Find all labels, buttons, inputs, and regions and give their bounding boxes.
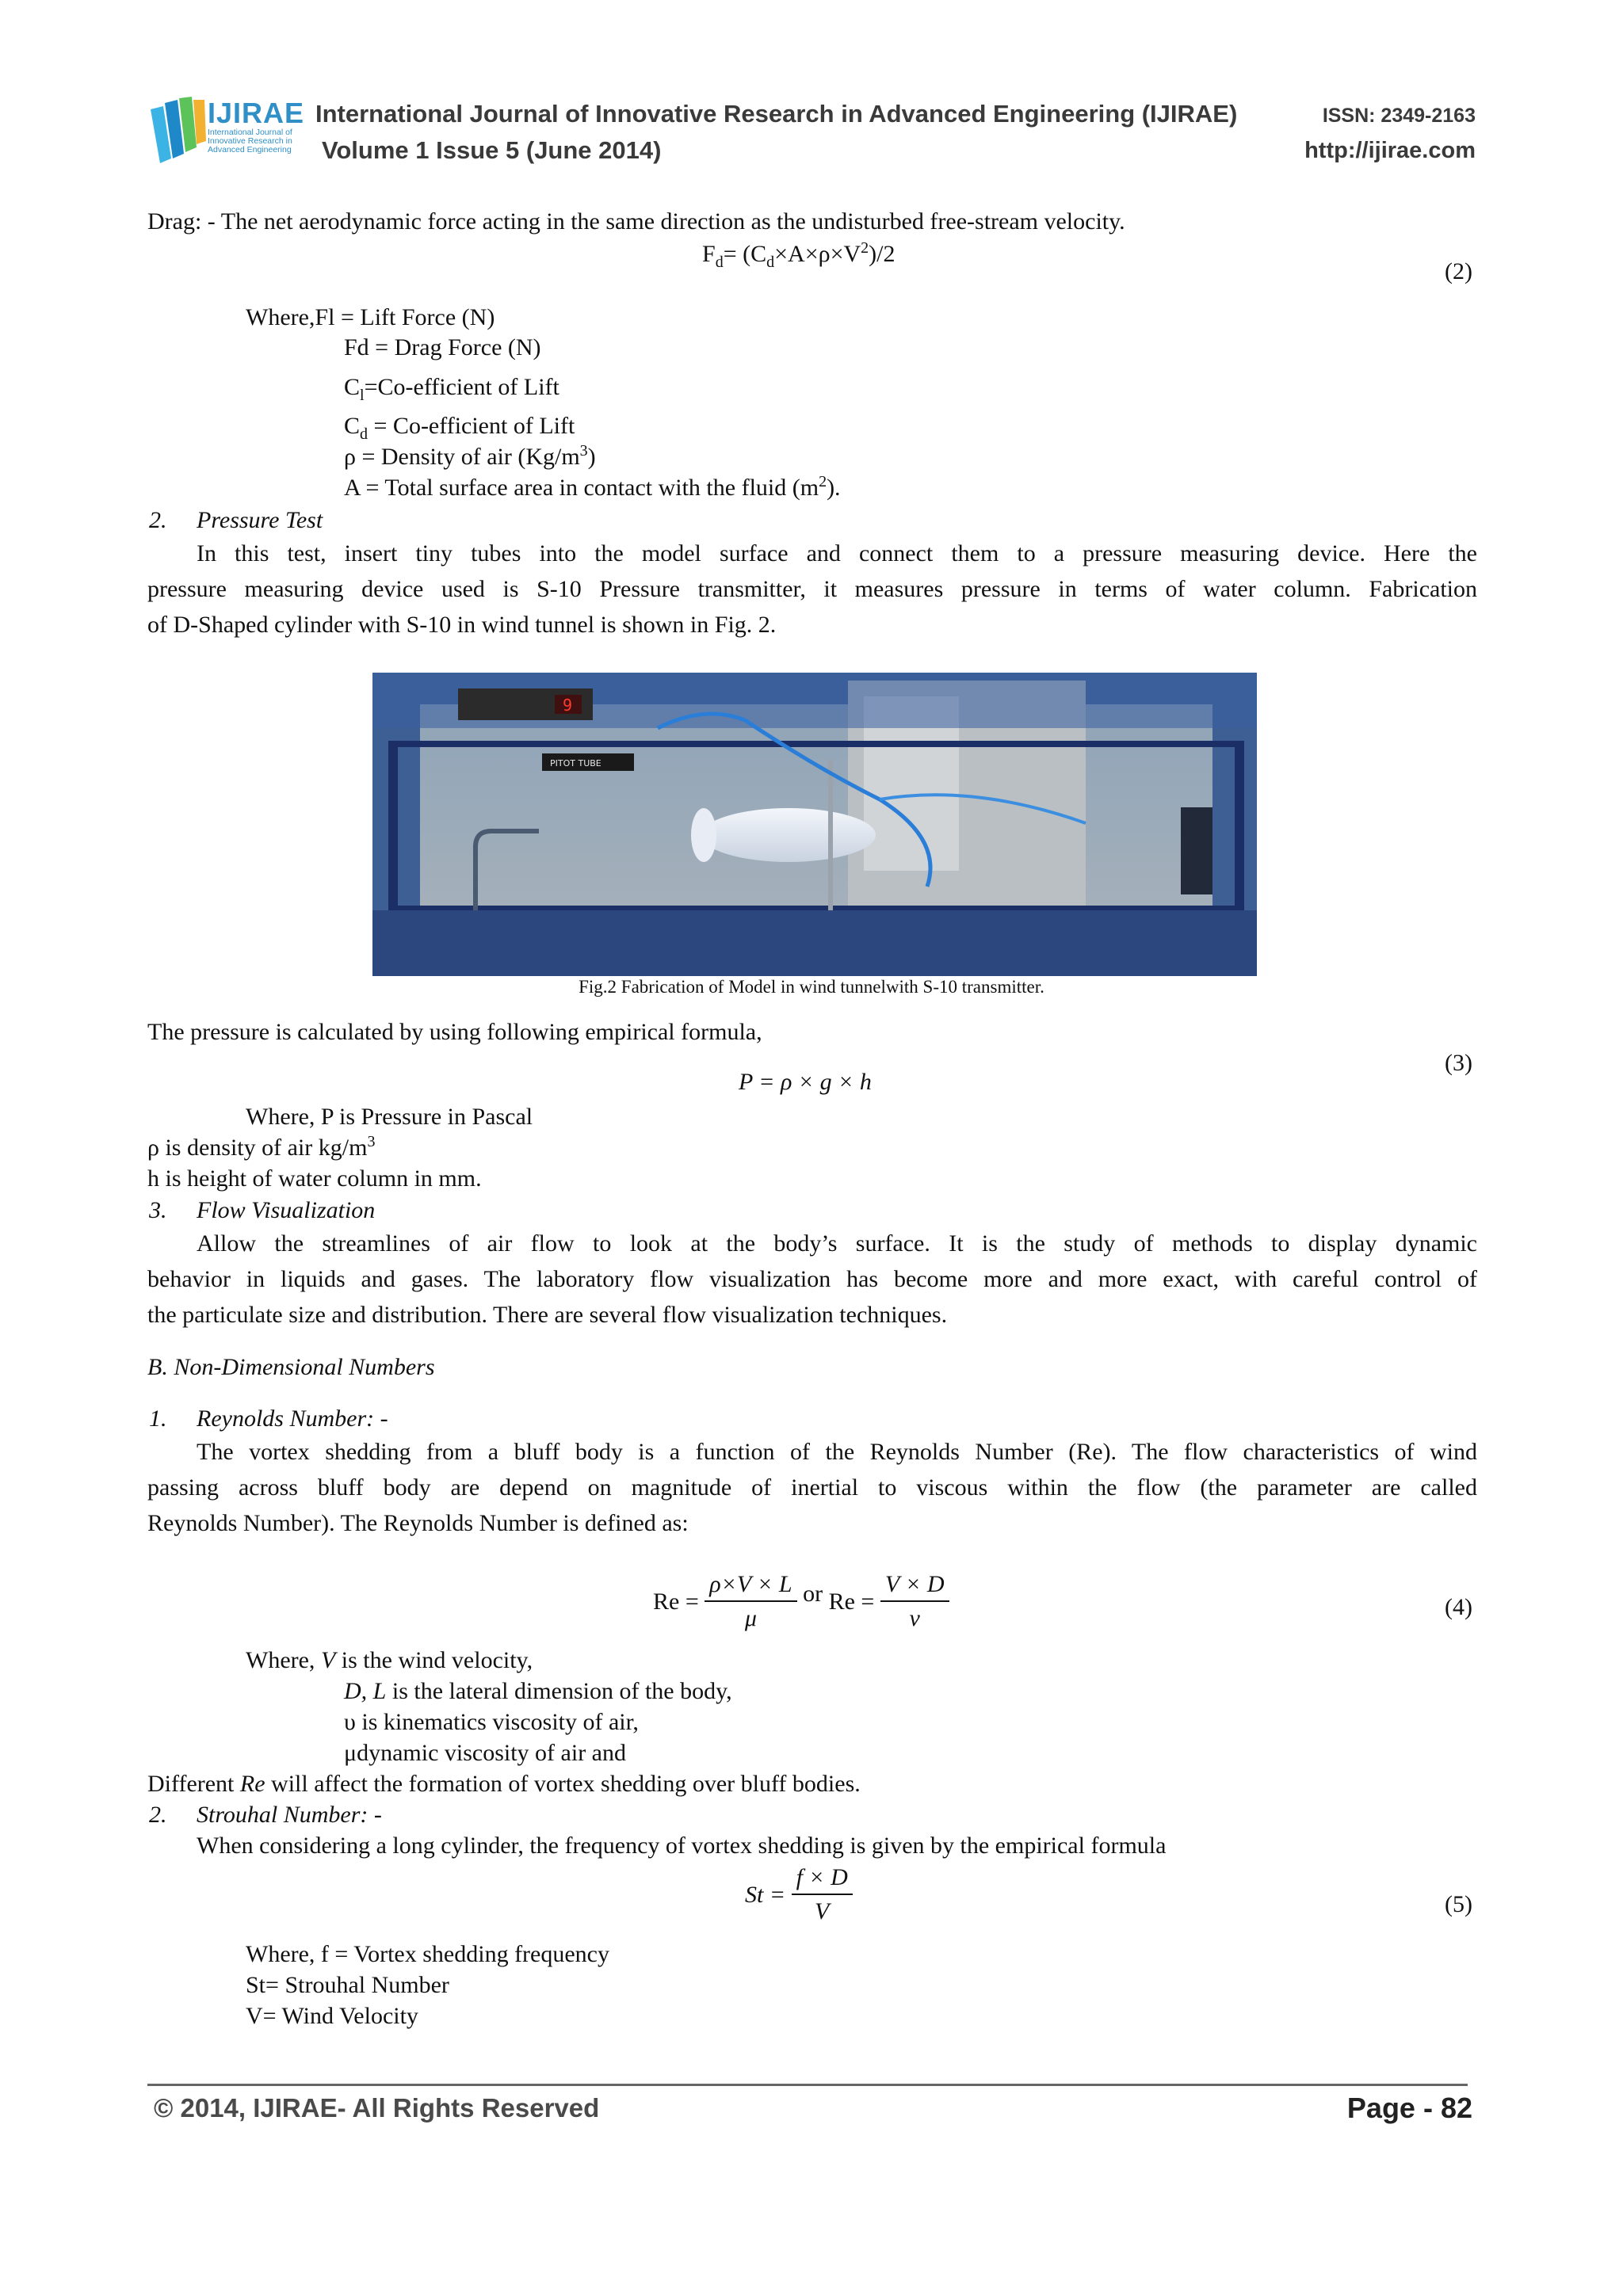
- logo-mark-icon: [147, 95, 211, 168]
- strouhal-intro: When considering a long cylinder, the frequency of vortex shedding is given by the empirical formula: [197, 1833, 1167, 1859]
- equation-number-2: (2): [1445, 258, 1472, 284]
- where-velocity: Where, V is the wind velocity,: [246, 1647, 533, 1673]
- reynolds-heading: Reynolds Number: -: [197, 1405, 388, 1432]
- pressure-formula-intro: The pressure is calculated by using following empirical formula,: [147, 1019, 762, 1045]
- equation-number-3: (3): [1445, 1050, 1472, 1076]
- pressure-equation: P = ρ × g × h: [739, 1069, 872, 1095]
- strouhal-heading: Strouhal Number: -: [197, 1802, 382, 1828]
- strouhal-fraction: $\frac{f \times D}{V}$: [792, 1862, 853, 1928]
- paragraph-line: Reynolds Number). The Reynolds Number is defined as:: [147, 1510, 689, 1536]
- water-column-def: h is height of water column in mm.: [147, 1165, 482, 1192]
- paragraph-line: passing across bluff body are depend on magnitude of inertial to viscous within the flow (the parameter are called: [147, 1474, 1477, 1501]
- equation-number-5: (5): [1445, 1891, 1472, 1917]
- wind-velocity-def: V= Wind Velocity: [246, 2003, 418, 2029]
- journal-volume: Volume 1 Issue 5 (June 2014): [322, 136, 662, 164]
- pitot-tube-label: PITOT TUBE: [550, 758, 601, 769]
- area-def: A = Total surface area in contact with the fluid $(m^2)$.: [344, 473, 841, 501]
- pressure-test-paragraph: [147, 536, 1477, 643]
- different-re-note: Different Re will affect the formation of vortex shedding over bluff bodies.: [147, 1771, 861, 1797]
- flow-visualization-paragraph: [147, 1226, 1477, 1333]
- paragraph-line: In this test, insert tiny tubes into the model surface and connect them to a pressure measuring device. Here the: [197, 540, 1477, 566]
- reynolds-fraction-2: $\frac{V \times D}{\nu}$: [880, 1569, 949, 1635]
- reynolds-paragraph: [147, 1434, 1477, 1541]
- wind-tunnel-photo-drawing: [372, 673, 1257, 976]
- logo-subtitle: International Journal of Innovative Research in Advanced Engineering: [208, 128, 292, 154]
- logo-wordmark: IJIRAE: [208, 97, 305, 129]
- where-lift-force: Where,Fl = Lift Force (N): [246, 304, 495, 330]
- dynamic-viscosity-def: μdynamic viscosity of air and: [344, 1740, 627, 1766]
- lift-coefficient-def: $C_l=Co$-efficient of Lift: [344, 374, 559, 404]
- transmitter-display: 9: [563, 696, 573, 715]
- copyright-notice: © 2014, IJIRAE- All Rights Reserved: [154, 2093, 600, 2122]
- drag-force-def: Fd = Drag Force (N): [344, 334, 541, 360]
- paragraph-line: Allow the streamlines of air flow to look at the body’s surface. It is the study of methods to display dynamic: [197, 1230, 1477, 1257]
- journal-url[interactable]: http://ijirae.com: [1304, 138, 1476, 163]
- figure-caption: Fig.2 Fabrication of Model in wind tunnelwith S-10 transmitter.: [579, 977, 1044, 997]
- strouhal-number-def: St= Strouhal Number: [246, 1972, 449, 1998]
- pressure-test-heading: Pressure Test: [197, 507, 323, 533]
- flow-visualization-heading: Flow Visualization: [197, 1197, 376, 1223]
- section-number-1: 1.: [149, 1405, 167, 1432]
- air-density-def: ρ is density of air $kg/m^3$: [147, 1133, 376, 1161]
- paragraph-line: the particulate size and distribution. There are several flow visualization techniques.: [147, 1302, 948, 1328]
- paragraph-line: of D-Shaped cylinder with S-10 in wind tunnel is shown in Fig. 2.: [147, 612, 777, 638]
- reynolds-fraction-1: $\frac{\rho\times V \times L}{\mu}$: [705, 1569, 796, 1635]
- where-pressure: Where, P is Pressure in Pascal: [246, 1104, 533, 1130]
- density-def: ρ = Density of air $(Kg/m^3)$: [344, 442, 596, 470]
- journal-logo: [147, 95, 311, 168]
- paragraph-line: behavior in liquids and gases. The laboratory flow visualization has become more and more exact, with careful control of: [147, 1266, 1477, 1292]
- equation-number-4: (4): [1445, 1594, 1472, 1620]
- kinematic-viscosity-def: υ is kinematics viscosity of air,: [344, 1709, 639, 1735]
- journal-issn: ISSN: 2349-2163: [1322, 105, 1476, 127]
- strouhal-equation: St = $\frac{f \times D}{V}$: [745, 1862, 853, 1928]
- footer-divider: [147, 2084, 1468, 2086]
- page-number: Page - 82: [1346, 2092, 1472, 2124]
- drag-equation: $F_d= (C_d\times A\times\rho\times V^2)/2$: [702, 239, 896, 271]
- section-number-3: 3.: [149, 1197, 167, 1223]
- section-number-2: 2.: [149, 507, 167, 533]
- paragraph-line: pressure measuring device used is S-10 Pressure transmitter, it measures pressure in terms of water column. Fabrication: [147, 576, 1477, 602]
- wind-tunnel-photo: [372, 673, 1257, 976]
- journal-header: [147, 95, 1476, 174]
- reynolds-equation: Re = $\frac{\rho\times V \times L}{\mu}$ or Re = $\frac{V \times D}{\nu}$: [653, 1569, 949, 1635]
- section-number-2b: 2.: [149, 1802, 167, 1828]
- drag-intro: Drag: - The net aerodynamic force acting in the same direction as the undisturbed free-stream velocity.: [147, 208, 1125, 235]
- drag-coefficient-def: $C_d$ = Co-efficient of Lift: [344, 413, 575, 443]
- where-frequency: Where, f = Vortex shedding frequency: [246, 1941, 609, 1967]
- paragraph-line: The vortex shedding from a bluff body is a function of the Reynolds Number (Re). The flow characteristics of wind: [197, 1439, 1477, 1465]
- journal-title: International Journal of Innovative Research in Advanced Engineering (IJIRAE): [315, 100, 1238, 128]
- lateral-dimension-def: D, L is the lateral dimension of the body,: [344, 1678, 732, 1704]
- non-dimensional-heading: B. Non-Dimensional Numbers: [147, 1354, 435, 1380]
